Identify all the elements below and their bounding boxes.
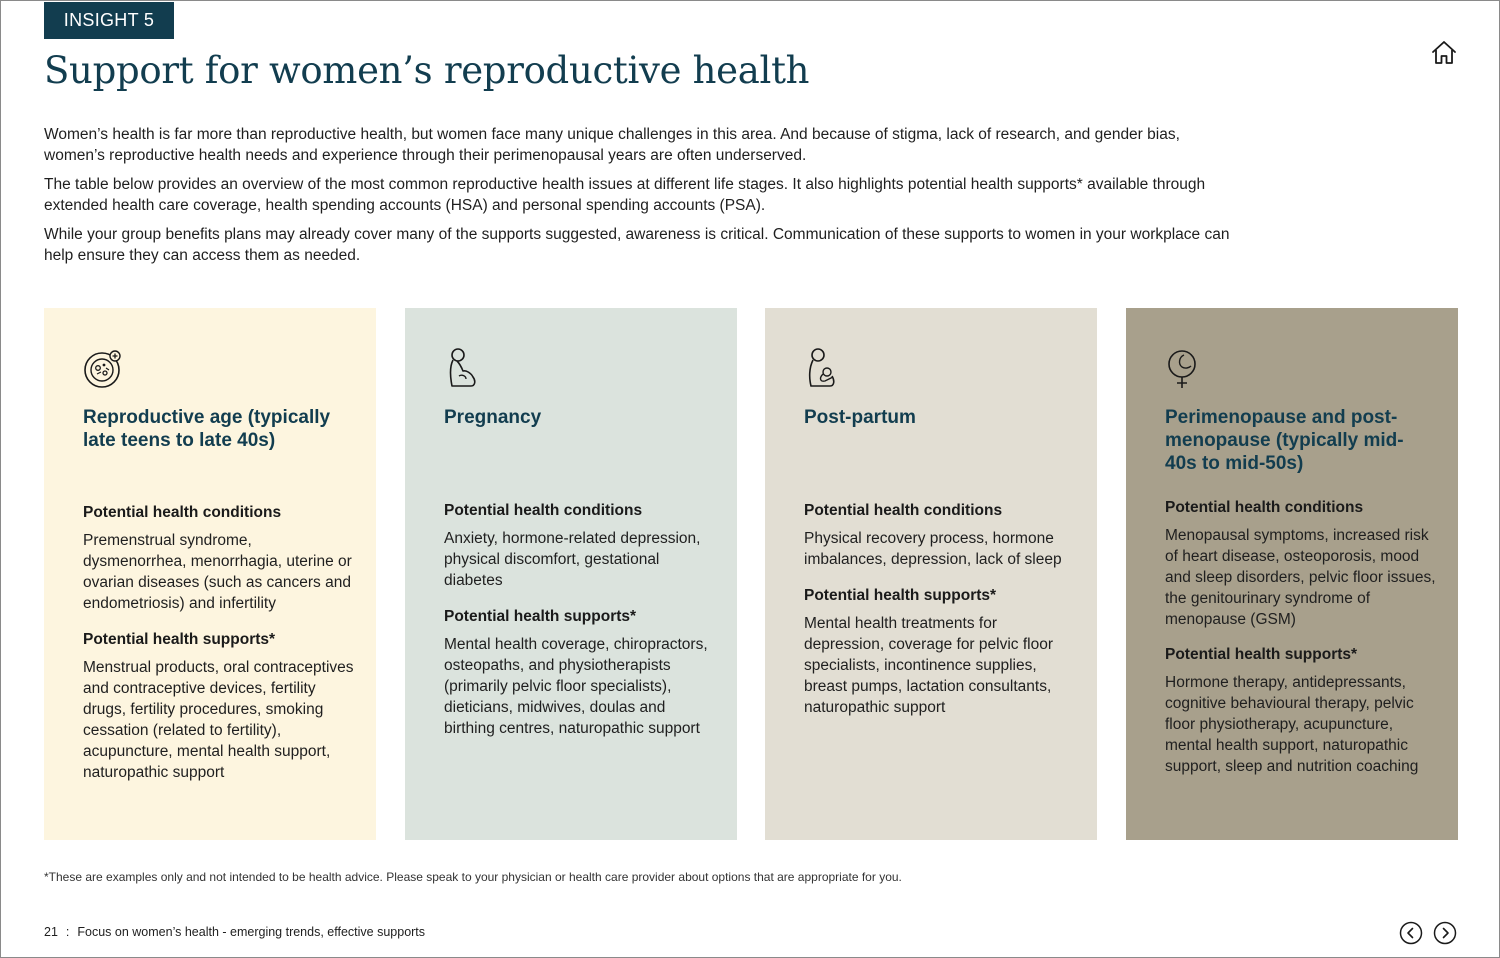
venus-moon-icon	[1165, 346, 1205, 390]
supports-text: Mental health coverage, chiropractors, osteopaths, and physiotherapists (primarily pelvic floor specialists), dieticians, midwives, doulas and birthing centres, naturopathic support	[444, 636, 708, 737]
conditions-text: Physical recovery process, hormone imbalances, depression, lack of sleep	[804, 530, 1062, 568]
supports-section	[444, 608, 719, 739]
card-perimenopause	[1126, 308, 1458, 840]
card-title: Reproductive age (typically late teens to late 40s)	[83, 407, 331, 451]
intro-paragraph: While your group benefits plans may already cover many of the supports suggested, awareness is critical. Communication of these supports to women in your workplace can help ensure they can access them as needed.	[44, 226, 1230, 264]
breastfeeding-icon	[804, 346, 844, 390]
page-title: Support for women’s reproductive health	[44, 49, 810, 92]
supports-text: Mental health treatments for depression, coverage for pelvic floor specialists, incontinence supplies, breast pumps, lactation consultants, naturopathic support	[804, 615, 1053, 716]
supports-heading: Potential health supports*	[804, 587, 997, 604]
home-icon[interactable]	[1429, 38, 1459, 68]
conditions-text: Anxiety, hormone-related depression, physical discomfort, gestational diabetes	[444, 530, 701, 589]
conditions-text: Menopausal symptoms, increased risk of heart disease, osteoporosis, mood and sleep disorders, pelvic floor issues, the genitourinary syndrome of menopause (GSM)	[1165, 527, 1436, 628]
conditions-section	[444, 502, 719, 591]
conditions-heading: Potential health conditions	[83, 504, 282, 521]
conditions-heading: Potential health conditions	[444, 502, 643, 519]
document-title: Focus on women’s health - emerging trends, effective supports	[77, 925, 426, 939]
next-page-icon[interactable]	[1433, 921, 1457, 945]
cell-icon	[83, 346, 123, 390]
card-reproductive-age	[44, 308, 376, 840]
previous-page-icon[interactable]	[1399, 921, 1423, 945]
conditions-section	[804, 502, 1079, 570]
supports-heading: Potential health supports*	[83, 631, 276, 648]
supports-text: Menstrual products, oral contraceptives and contraceptive devices, fertility drugs, fertility procedures, smoking cessation (related to fertility), acupuncture, mental health support, naturopathic support	[83, 659, 354, 781]
supports-text: Hormone therapy, antidepressants, cognitive behavioural therapy, pelvic floor physiotherapy, acupuncture, mental health support, naturopathic support, sleep and nutrition coaching	[1165, 674, 1419, 775]
insight-badge: INSIGHT 5	[44, 2, 174, 39]
supports-section	[804, 587, 1079, 718]
conditions-heading: Potential health conditions	[804, 502, 1003, 519]
supports-section	[83, 631, 358, 783]
supports-heading: Potential health supports*	[444, 608, 637, 625]
card-pregnancy	[405, 308, 737, 840]
conditions-heading: Potential health conditions	[1165, 499, 1364, 516]
conditions-section	[1165, 499, 1440, 630]
intro-paragraph: The table below provides an overview of the most common reproductive health issues at different life stages. It also highlights potential health supports* available through extended health care coverage, health spending accounts (HSA) and personal spending accounts (PSA).	[44, 176, 1206, 214]
card-title: Pregnancy	[444, 407, 542, 428]
supports-heading: Potential health supports*	[1165, 646, 1358, 663]
intro-paragraph: Women’s health is far more than reproductive health, but women face many unique challenges in this area. And because of stigma, lack of research, and gender bias, women’s reproductive health needs and experience through their perimenopausal years are often underserved.	[44, 126, 1180, 164]
intro-text	[44, 124, 1244, 274]
card-title: Post-partum	[804, 407, 916, 428]
card-post-partum	[765, 308, 1097, 840]
footnote: *These are examples only and not intended to be health advice. Please speak to your physician or health care provider about options that are appropriate for you.	[44, 870, 902, 884]
conditions-text: Premenstrual syndrome, dysmenorrhea, menorrhagia, uterine or ovarian diseases (such as cancers and endometriosis) and infertility	[83, 532, 352, 612]
conditions-section	[83, 504, 358, 614]
supports-section	[1165, 646, 1440, 777]
page-number: 21	[44, 925, 58, 939]
page-footer	[44, 925, 425, 939]
footer-separator: :	[65, 925, 70, 939]
card-title: Perimenopause and post-menopause (typically mid-40s to mid-50s)	[1165, 407, 1404, 474]
pregnancy-icon	[444, 346, 484, 390]
